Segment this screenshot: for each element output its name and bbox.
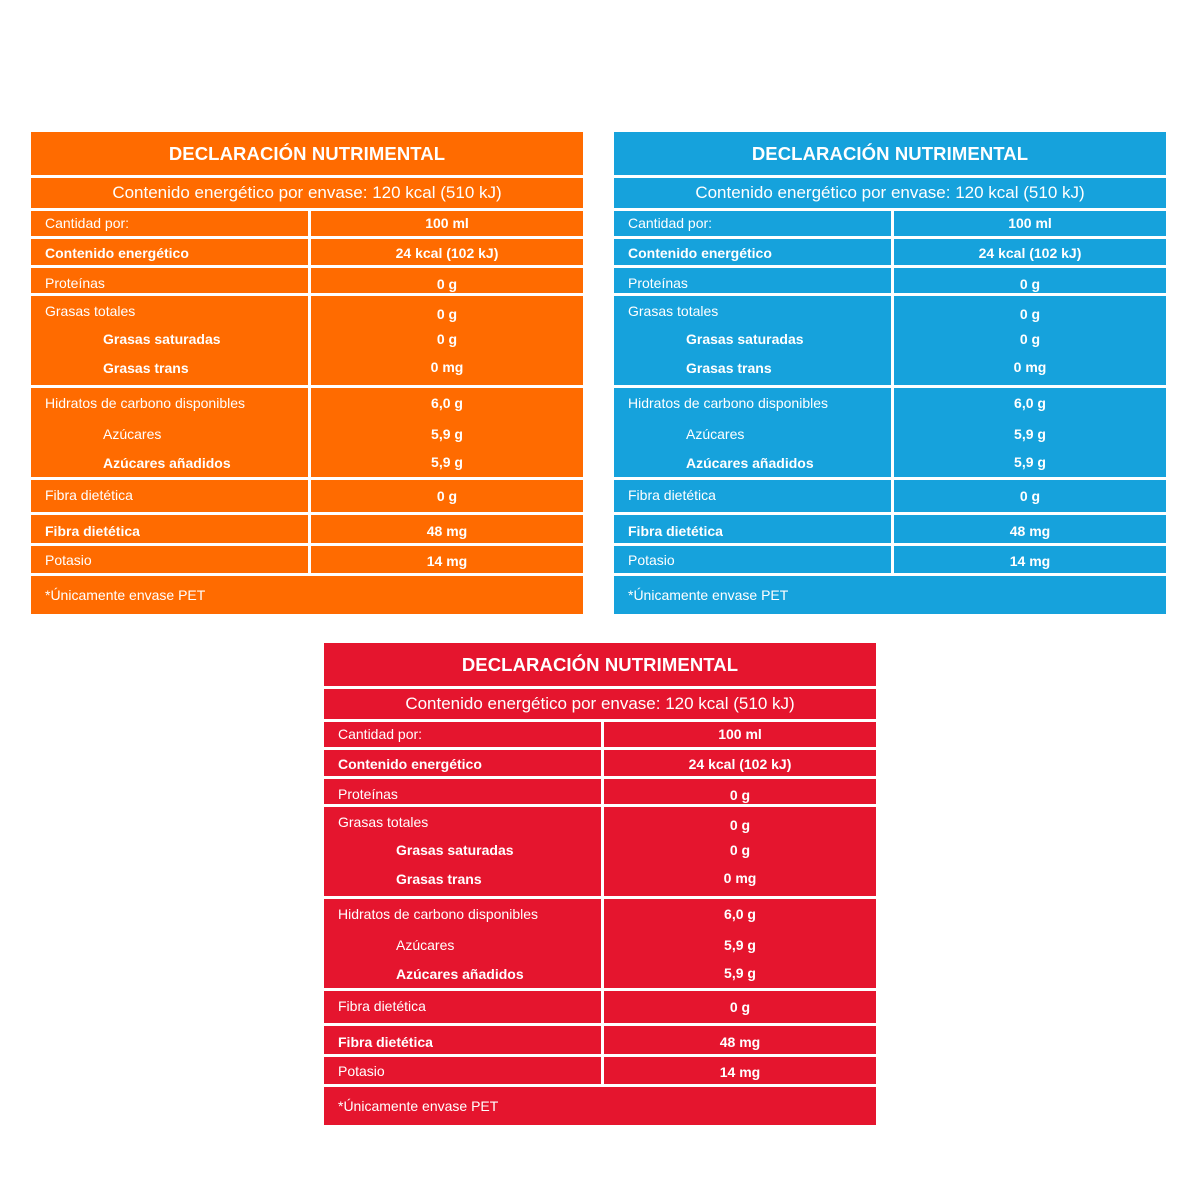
row-value: 5,9 g bbox=[1014, 454, 1046, 470]
row-label: Fibra dietética bbox=[45, 487, 133, 503]
row-label: Potasio bbox=[628, 552, 675, 568]
divider bbox=[31, 477, 583, 480]
divider bbox=[614, 293, 1166, 296]
row-value: 0 mg bbox=[723, 870, 757, 886]
row-value: 0 g bbox=[729, 999, 751, 1015]
row-value: 5,9 g bbox=[724, 965, 756, 981]
row-label: Azúcares añadidos bbox=[103, 455, 231, 471]
row-label: Proteínas bbox=[338, 786, 398, 802]
row-label: Grasas totales bbox=[45, 303, 136, 319]
row-label: Grasas trans bbox=[686, 360, 772, 376]
row-label: Proteínas bbox=[45, 275, 105, 291]
column-divider bbox=[308, 209, 311, 576]
energy-per-container: Contenido energético por envase: 120 kcal (510 kJ) bbox=[112, 183, 502, 202]
row-value: 100 ml bbox=[718, 726, 762, 742]
divider bbox=[324, 719, 876, 722]
divider bbox=[614, 543, 1166, 546]
row-label: Azúcares bbox=[103, 426, 162, 442]
row-value: 0 g bbox=[1019, 276, 1041, 292]
energy-per-container: Contenido energético por envase: 120 kcal (510 kJ) bbox=[695, 183, 1085, 202]
divider bbox=[31, 573, 583, 576]
row-label: Grasas trans bbox=[103, 360, 189, 376]
divider bbox=[324, 988, 876, 991]
row-value: 5,9 g bbox=[431, 426, 463, 442]
row-label: Hidratos de carbono disponibles bbox=[338, 906, 539, 922]
row-label: Azúcares bbox=[686, 426, 745, 442]
row-value: 0 g bbox=[436, 276, 458, 292]
divider bbox=[31, 208, 583, 211]
divider bbox=[324, 1054, 876, 1057]
footnote: *Únicamente envase PET bbox=[628, 587, 789, 603]
row-value: 0 g bbox=[436, 488, 458, 504]
row-label: Proteínas bbox=[628, 275, 688, 291]
row-value: 100 ml bbox=[425, 215, 469, 231]
row-label: Potasio bbox=[45, 552, 92, 568]
row-value: 0 mg bbox=[1013, 359, 1047, 375]
row-value: 0 g bbox=[436, 331, 458, 347]
row-value: 6,0 g bbox=[431, 395, 463, 411]
divider bbox=[614, 477, 1166, 480]
row-label: Grasas saturadas bbox=[103, 331, 221, 347]
divider bbox=[324, 776, 876, 779]
row-label: Azúcares añadidos bbox=[396, 966, 524, 982]
row-label: Grasas saturadas bbox=[686, 331, 804, 347]
row-value: 6,0 g bbox=[724, 906, 756, 922]
row-label: Fibra dietética bbox=[338, 998, 426, 1014]
row-value: 0 g bbox=[729, 842, 751, 858]
row-value: 5,9 g bbox=[724, 937, 756, 953]
row-label: Contenido energético bbox=[338, 756, 482, 772]
divider bbox=[614, 512, 1166, 515]
panel-title: DECLARACIÓN NUTRIMENTAL bbox=[168, 142, 446, 164]
footnote: *Únicamente envase PET bbox=[338, 1098, 499, 1114]
row-value: 100 ml bbox=[1008, 215, 1052, 231]
row-label: Azúcares bbox=[396, 937, 455, 953]
row-value: 24 kcal (102 kJ) bbox=[688, 756, 792, 772]
row-label: Hidratos de carbono disponibles bbox=[45, 395, 246, 411]
divider bbox=[614, 385, 1166, 388]
divider bbox=[31, 543, 583, 546]
row-value: 48 mg bbox=[1009, 523, 1051, 539]
energy-per-container: Contenido energético por envase: 120 kcal (510 kJ) bbox=[405, 694, 795, 713]
divider bbox=[324, 1084, 876, 1087]
row-value: 24 kcal (102 kJ) bbox=[395, 245, 499, 261]
column-divider bbox=[891, 209, 894, 576]
column-divider bbox=[601, 720, 604, 1087]
divider bbox=[324, 1023, 876, 1026]
nutrition-label-orange bbox=[31, 132, 583, 614]
divider bbox=[614, 265, 1166, 268]
footnote: *Únicamente envase PET bbox=[45, 587, 206, 603]
row-label: Cantidad por: bbox=[45, 215, 130, 231]
divider bbox=[614, 208, 1166, 211]
row-value: 14 mg bbox=[1009, 553, 1051, 569]
row-value: 0 g bbox=[1019, 306, 1041, 322]
row-label: Potasio bbox=[338, 1063, 385, 1079]
row-value: 0 g bbox=[1019, 488, 1041, 504]
panel-title: DECLARACIÓN NUTRIMENTAL bbox=[751, 142, 1029, 164]
nutrition-label-red bbox=[324, 643, 876, 1125]
row-value: 48 mg bbox=[719, 1034, 761, 1050]
divider bbox=[614, 236, 1166, 239]
row-label: Azúcares añadidos bbox=[686, 455, 814, 471]
divider bbox=[324, 804, 876, 807]
divider bbox=[31, 293, 583, 296]
divider bbox=[324, 747, 876, 750]
row-value: 14 mg bbox=[426, 553, 468, 569]
divider bbox=[31, 512, 583, 515]
row-label: Fibra dietética bbox=[338, 1034, 433, 1050]
divider bbox=[324, 896, 876, 899]
row-value: 6,0 g bbox=[1014, 395, 1046, 411]
row-value: 48 mg bbox=[426, 523, 468, 539]
row-label: Grasas totales bbox=[338, 814, 429, 830]
row-value: 0 mg bbox=[430, 359, 464, 375]
row-value: 5,9 g bbox=[431, 454, 463, 470]
row-value: 0 g bbox=[436, 306, 458, 322]
row-label: Fibra dietética bbox=[628, 523, 723, 539]
row-label: Fibra dietética bbox=[628, 487, 716, 503]
row-value: 0 g bbox=[729, 817, 751, 833]
row-value: 0 g bbox=[1019, 331, 1041, 347]
divider bbox=[614, 573, 1166, 576]
row-label: Fibra dietética bbox=[45, 523, 140, 539]
row-label: Grasas totales bbox=[628, 303, 719, 319]
divider bbox=[31, 385, 583, 388]
row-label: Grasas trans bbox=[396, 871, 482, 887]
row-label: Contenido energético bbox=[628, 245, 772, 261]
row-value: 5,9 g bbox=[1014, 426, 1046, 442]
row-value: 14 mg bbox=[719, 1064, 761, 1080]
divider bbox=[31, 236, 583, 239]
row-value: 0 g bbox=[729, 787, 751, 803]
row-label: Cantidad por: bbox=[628, 215, 713, 231]
row-label: Contenido energético bbox=[45, 245, 189, 261]
row-value: 24 kcal (102 kJ) bbox=[978, 245, 1082, 261]
nutrition-label-blue bbox=[614, 132, 1166, 614]
divider bbox=[31, 265, 583, 268]
row-label: Grasas saturadas bbox=[396, 842, 514, 858]
row-label: Cantidad por: bbox=[338, 726, 423, 742]
row-label: Hidratos de carbono disponibles bbox=[628, 395, 829, 411]
panel-title: DECLARACIÓN NUTRIMENTAL bbox=[461, 653, 739, 675]
